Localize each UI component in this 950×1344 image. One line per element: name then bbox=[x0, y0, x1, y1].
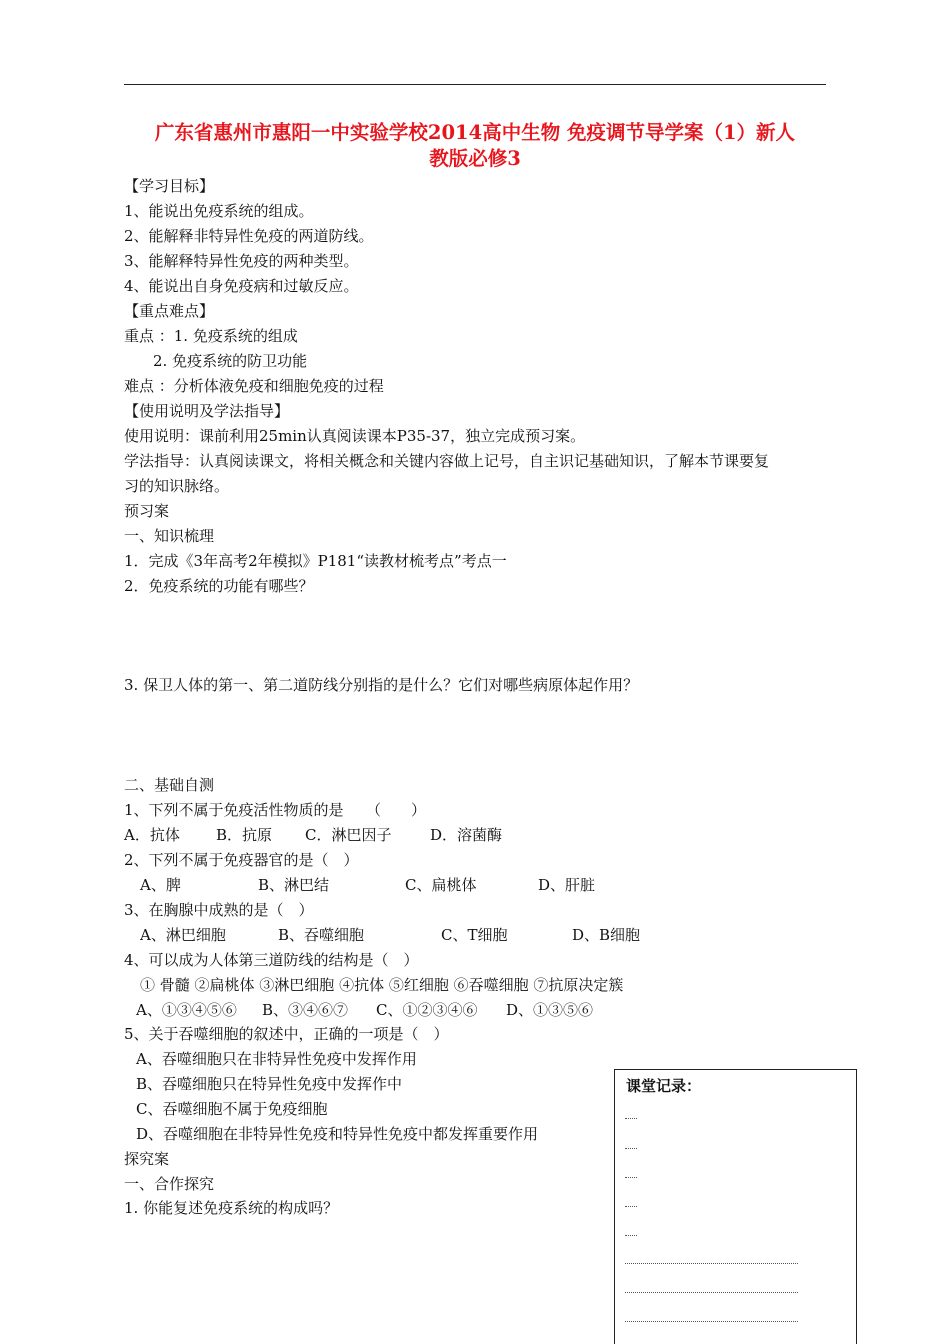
answer-option: A、吞噬细胞只在非特异性免疫中发挥作用 bbox=[136, 1050, 417, 1068]
answer-option: D、肝脏 bbox=[538, 876, 596, 894]
key-points-heading: 【重点难点】 bbox=[124, 302, 215, 320]
preview-question-3: 3. 保卫人体的第一、第二道防线分别指的是什么？它们对哪些病原体起作用？ bbox=[124, 676, 639, 694]
self-test-question-1: 1、下列不属于免疫活性物质的是 （ ） bbox=[124, 801, 427, 819]
answer-option: D、B细胞 bbox=[572, 926, 641, 944]
self-test-question-5: 5、关于吞噬细胞的叙述中，正确的一项是（ ） bbox=[124, 1025, 449, 1043]
document-title-line-2: 教版必修3 bbox=[429, 147, 521, 170]
difficulty-point: 难点 ：分析体液免疫和细胞免疫的过程 bbox=[124, 377, 384, 395]
answer-option: D、吞噬细胞在非特异性免疫和特异性免疫中都发挥重要作用 bbox=[136, 1125, 539, 1143]
learning-goal-item: 3、能解释特异性免疫的两种类型。 bbox=[124, 252, 359, 270]
answer-option: C．淋巴因子 bbox=[305, 826, 392, 844]
answer-option: C、①②③④⑥ bbox=[376, 1001, 478, 1019]
note-line bbox=[625, 1148, 637, 1149]
usage-note: 使用说明：课前利用25min认真阅读课本P35-37，独立完成预习案。 bbox=[124, 427, 586, 445]
preview-question-2: 2．免疫系统的功能有哪些？ bbox=[124, 577, 314, 595]
self-test-question-3: 3、在胸腺中成熟的是（ ） bbox=[124, 901, 314, 919]
answer-option: B、吞噬细胞只在特异性免疫中发挥作中 bbox=[136, 1075, 403, 1093]
answer-option: D、①③⑤⑥ bbox=[506, 1001, 594, 1019]
answer-option: B．抗原 bbox=[216, 826, 273, 844]
self-test-question-2: 2、下列不属于免疫器官的是（ ） bbox=[124, 851, 359, 869]
answer-option: C、吞噬细胞不属于免疫细胞 bbox=[136, 1100, 328, 1118]
document-title-line-1: 广东省惠州市惠阳一中实验学校2014高中生物 免疫调节导学案（1）新人 bbox=[154, 121, 796, 144]
note-line bbox=[625, 1292, 798, 1293]
method-note-line-1: 学法指导：认真阅读课文，将相关概念和关键内容做上记号，自主识记基础知识，了解本节课要复 bbox=[124, 452, 770, 470]
note-line bbox=[625, 1263, 798, 1264]
answer-option: C、扁桃体 bbox=[405, 876, 477, 894]
note-line bbox=[625, 1206, 637, 1207]
explore-question-1: 1. 你能复述免疫系统的构成吗？ bbox=[124, 1199, 339, 1217]
answer-option: D．溶菌酶 bbox=[430, 826, 503, 844]
class-notes-box bbox=[614, 1069, 857, 1344]
method-note-line-2: 习的知识脉络。 bbox=[124, 477, 230, 495]
explore-heading: 探究案 bbox=[124, 1150, 170, 1168]
header-rule bbox=[124, 84, 826, 85]
explore-section-title: 一、合作探究 bbox=[124, 1175, 215, 1193]
learning-goal-item: 4、能说出自身免疫病和过敏反应。 bbox=[124, 277, 359, 295]
answer-option: A．抗体 bbox=[124, 826, 180, 844]
preview-section-title: 一、知识梳理 bbox=[124, 527, 215, 545]
preview-question-1: 1．完成《3年高考2年模拟》P181“读教材梳考点”考点一 bbox=[124, 552, 507, 570]
note-line bbox=[625, 1321, 798, 1322]
self-test-heading: 二、基础自测 bbox=[124, 776, 215, 794]
focus-point-2: 2. 免疫系统的防卫功能 bbox=[153, 352, 308, 370]
self-test-question-4: 4、可以成为人体第三道防线的结构是（ ） bbox=[124, 951, 419, 969]
answer-option: A、①③④⑤⑥ bbox=[136, 1001, 237, 1019]
learning-goal-item: 1、能说出免疫系统的组成。 bbox=[124, 202, 314, 220]
preview-heading: 预习案 bbox=[124, 502, 170, 520]
learning-goal-item: 2、能解释非特异性免疫的两道防线。 bbox=[124, 227, 374, 245]
answer-option: B、③④⑥⑦ bbox=[262, 1001, 349, 1019]
learning-goals-heading: 【学习目标】 bbox=[124, 177, 215, 195]
answer-option: B、淋巴结 bbox=[258, 876, 330, 894]
note-line bbox=[625, 1235, 637, 1236]
focus-point-1: 重点 ：1. 免疫系统的组成 bbox=[124, 327, 298, 345]
answer-option: A、淋巴细胞 bbox=[140, 926, 226, 944]
note-line bbox=[625, 1177, 637, 1178]
answer-option: B、吞噬细胞 bbox=[278, 926, 365, 944]
note-line bbox=[625, 1118, 637, 1119]
answer-option: A、脾 bbox=[140, 876, 181, 894]
question-4-items: ① 骨髓 ②扁桃体 ③淋巴细胞 ④抗体 ⑤红细胞 ⑥吞噬细胞 ⑦抗原决定簇 bbox=[140, 976, 624, 994]
answer-option: C、T细胞 bbox=[441, 926, 508, 944]
instructions-heading: 【使用说明及学法指导】 bbox=[124, 402, 290, 420]
class-notes-title: 课堂记录： bbox=[626, 1077, 702, 1095]
